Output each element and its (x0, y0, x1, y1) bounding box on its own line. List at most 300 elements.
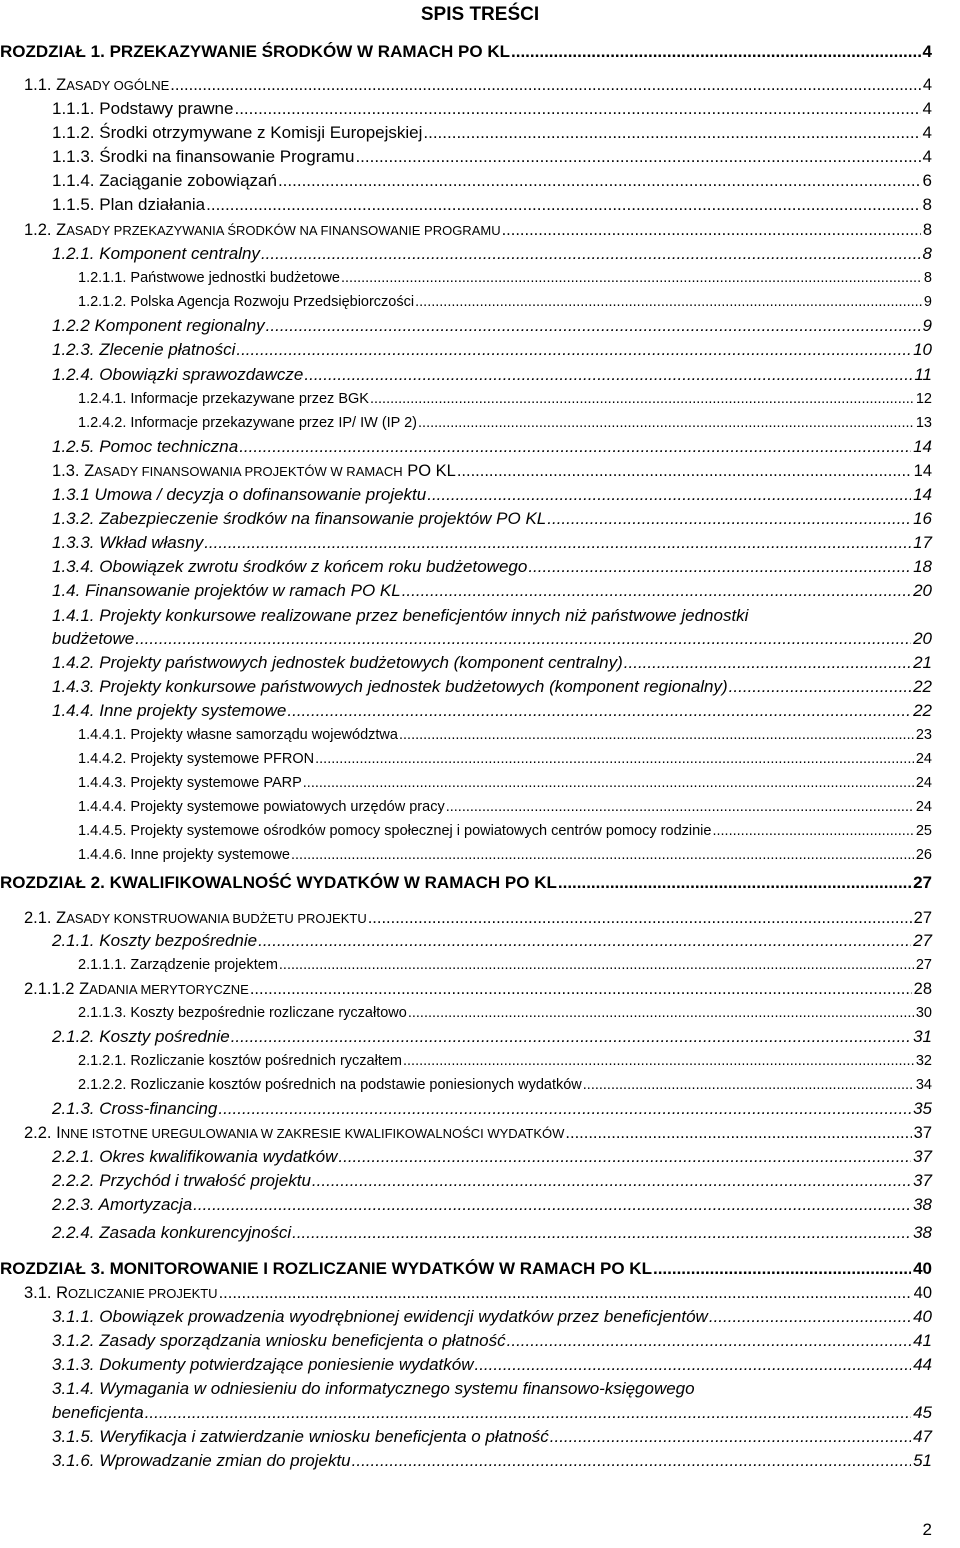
toc-entry[interactable] (0, 843, 960, 867)
toc-entry-number: 2.2. (24, 1124, 52, 1142)
toc-entry-text: Plan działania (99, 195, 206, 214)
toc-entry[interactable] (0, 675, 960, 699)
toc-leader-dots (423, 121, 920, 145)
toc-page-number: 31 (913, 1027, 932, 1046)
toc-line (78, 266, 932, 290)
toc-leader-dots (653, 1257, 911, 1281)
toc-entry-text: Inne projekty systemowe (99, 701, 287, 720)
toc-entry-number: ROZDZIAŁ 3. (0, 1259, 105, 1278)
page-number: 2 (922, 1520, 932, 1539)
toc-entry[interactable] (0, 314, 960, 338)
toc-line (52, 1449, 932, 1473)
toc-entry-text: Wprowadzanie zmian do projektu (99, 1451, 351, 1470)
toc-line (52, 97, 932, 121)
toc-entry-number: 1.4.4. (52, 701, 95, 720)
toc-line (52, 1169, 932, 1193)
toc-entry-smallcaps: ASADY OGÓLNE (66, 78, 170, 93)
toc-entry[interactable] (0, 411, 960, 435)
toc-entry-title (24, 218, 501, 243)
toc-entry-title (52, 1425, 549, 1449)
toc-entry-title (78, 387, 369, 411)
toc-page-number: 17 (913, 533, 932, 552)
toc-entry-number: 1.2.1.1. (78, 270, 127, 286)
toc-page-number: 35 (913, 1099, 932, 1118)
toc-entry-number: 1.3.3. (52, 533, 95, 552)
toc-page-number: 27 (915, 957, 932, 973)
toc-leader-dots (511, 40, 921, 64)
toc-entry-title (52, 555, 527, 579)
toc-leader-dots (624, 651, 911, 675)
toc-entry-number: 2.1.2.2. (78, 1077, 127, 1093)
toc-page-number: 12 (915, 391, 932, 407)
toc-entry-number: 2.2.3. (52, 1195, 95, 1214)
toc-entry[interactable] (0, 73, 960, 97)
toc-entry[interactable] (0, 1025, 960, 1049)
toc-line (78, 1001, 932, 1025)
toc-entry-number: 1.1. (24, 76, 52, 94)
toc-page-number: 22 (913, 677, 932, 696)
toc-entry[interactable] (0, 145, 960, 169)
toc-line (52, 651, 932, 675)
toc-entry-number: 1.2.3. (52, 340, 95, 359)
toc-entry-text: Informacje przekazywane przez BGK (130, 391, 369, 407)
toc-page-number: 21 (913, 653, 932, 672)
toc-page-number: 44 (913, 1355, 932, 1374)
toc-page-number: 16 (913, 509, 932, 528)
toc-entry-title (52, 1221, 291, 1245)
toc-leader-dots (583, 1073, 914, 1097)
toc-entry-number: 1.1.5. (52, 195, 95, 214)
toc-page-number: 32 (915, 1053, 932, 1069)
toc-page-number: 4 (922, 147, 932, 166)
toc-entry-text: Projekty systemowe PFRON (130, 751, 315, 767)
toc-entry[interactable] (0, 531, 960, 555)
toc-leader-dots (279, 953, 914, 977)
toc-page-number: 10 (913, 340, 932, 359)
toc-page-number: 24 (915, 775, 932, 791)
toc-entry[interactable] (0, 747, 960, 771)
toc-leader-dots (261, 242, 921, 266)
toc-entry-number: 1.4.4.6. (78, 847, 127, 863)
toc-leader-dots (565, 1121, 911, 1145)
toc-entry-text: Projekty systemowe powiatowych urzędów pracy (130, 799, 445, 815)
toc-entry-continuation: budżetowe (52, 629, 135, 648)
toc-leader-dots (287, 699, 911, 723)
toc-entry-title (52, 507, 546, 531)
toc-entry[interactable] (0, 1329, 960, 1353)
toc-entry-title (52, 1379, 695, 1398)
toc-leader-dots (446, 795, 914, 819)
toc-entry-title (52, 531, 203, 555)
toc-leader-dots (550, 1425, 911, 1449)
toc-entry[interactable] (0, 1377, 960, 1422)
toc-entry-text: Zaciąganie zobowiązań (99, 171, 277, 190)
toc-entry-number: 1.4.4.5. (78, 823, 127, 839)
toc-entry-text: Projekty systemowe PARP (130, 775, 302, 791)
toc-entry[interactable] (0, 1169, 960, 1193)
toc-line (78, 290, 932, 314)
toc-entry-text: Koszty bezpośrednie (99, 931, 258, 950)
toc-leader-dots (403, 1049, 914, 1073)
toc-entry-title (52, 579, 401, 603)
toc-entry-smallcaps: OZLICZANIE PROJEKTU (68, 1286, 218, 1301)
toc-line (78, 1049, 932, 1073)
toc-page-number: 4 (922, 76, 932, 94)
toc-entry-title (78, 290, 414, 314)
toc-entry-text: Środki na finansowanie Programu (99, 147, 355, 166)
toc-line (52, 435, 932, 459)
toc-entry-text: Amortyzacja (98, 1195, 193, 1214)
toc-leader-dots (368, 906, 912, 930)
toc-entry-number: 1.4.4.2. (78, 751, 127, 767)
toc-entry-smallcaps: ASADY KONSTRUOWANIA BUDŻETU PROJEKTU (66, 911, 367, 926)
toc-entry[interactable] (0, 1073, 960, 1097)
toc-entry-text: Komponent centralny (99, 244, 260, 263)
toc-entry-number: 3.1. (24, 1284, 52, 1302)
toc-page-number: 26 (915, 847, 932, 863)
toc-entry-title (52, 1025, 230, 1049)
toc-entry-text: Zabezpieczenie środków na finansowanie projektów PO KL (99, 509, 547, 528)
toc-entry-number: 1.2.5. (52, 437, 95, 456)
toc-page-number: 18 (913, 557, 932, 576)
toc-line (0, 40, 932, 64)
toc-entry[interactable] (0, 1145, 960, 1169)
toc-entry-title (52, 1305, 708, 1329)
toc-leader-dots (204, 531, 911, 555)
toc-entry[interactable] (0, 1049, 960, 1073)
toc-line (78, 723, 932, 747)
toc-page-number: 4 (922, 42, 932, 61)
toc-entry-text: Obowiązek zwrotu środków z końcem roku budżetowego (99, 557, 528, 576)
toc-entry-text: Informacje przekazywane przez IP/ IW (IP 2) (130, 415, 418, 431)
toc-line (52, 579, 932, 603)
toc-leader-dots (528, 555, 911, 579)
toc-entry-text: Wkład własny (99, 533, 204, 552)
toc-entry[interactable] (0, 218, 960, 242)
toc-entry-title (78, 953, 278, 977)
toc-entry-text: Umowa / decyzja o dofinansowanie projektu (94, 485, 427, 504)
toc-leader-dots (315, 747, 914, 771)
toc-entry-title (52, 193, 205, 217)
toc-leader-dots (457, 459, 912, 483)
toc-entry-text: Komponent regionalny (94, 316, 265, 335)
toc-chapter[interactable] (0, 871, 960, 895)
toc-leader-dots (399, 723, 914, 747)
toc-entry-title (52, 651, 623, 675)
toc-leader-dots (729, 675, 911, 699)
toc-entry[interactable] (0, 651, 960, 675)
toc-entry[interactable] (0, 459, 960, 483)
toc-entry-initial: Z (56, 76, 67, 94)
toc-entry-number: 3.1.3. (52, 1355, 95, 1374)
toc-entry[interactable] (0, 507, 960, 531)
toc-entry-text: Zasady sporządzania wniosku beneficjenta o płatność (99, 1331, 506, 1350)
toc-entry[interactable] (0, 1097, 960, 1121)
toc-leader-dots (352, 1449, 911, 1473)
toc-entry-number: 2.1.1. (52, 931, 95, 950)
toc-line (52, 627, 932, 651)
toc-entry-number: 2.1.2. (52, 1027, 95, 1046)
toc-leader-dots (402, 579, 911, 603)
toc-line (52, 1425, 932, 1449)
toc-entry-number: 1.2. (24, 221, 52, 239)
toc-entry[interactable] (0, 97, 960, 121)
toc-leader-dots (278, 169, 921, 193)
toc-line (52, 1193, 932, 1217)
toc-entry-title (78, 411, 417, 435)
toc-chapter[interactable] (0, 1257, 960, 1281)
toc-entry-text: Koszty bezpośrednie rozliczane ryczałtowo (130, 1005, 407, 1021)
toc-entry-title (52, 1193, 192, 1217)
toc-line (52, 1329, 932, 1353)
toc-page-number: 37 (913, 1147, 932, 1166)
toc-entry-text: Obowiązek prowadzenia wyodrębnionej ewidencji wydatków przez beneficjentów (99, 1307, 708, 1326)
toc-page-number: 40 (913, 1307, 932, 1326)
toc-entry-text: MONITOROWANIE I ROZLICZANIE WYDATKÓW W RAMACH PO KL (109, 1259, 652, 1278)
toc-page-number: 30 (915, 1005, 932, 1021)
toc-entry-number: 3.1.4. (52, 1379, 95, 1398)
toc-entry[interactable] (0, 1193, 960, 1217)
toc-entry[interactable] (0, 193, 960, 217)
toc-entry-title (78, 266, 340, 290)
toc-entry[interactable] (0, 795, 960, 819)
toc-entry-number: 1.1.3. (52, 147, 95, 166)
toc-line (0, 871, 932, 895)
toc-leader-dots (427, 483, 911, 507)
toc-entry-text: Projekty konkursowe państwowych jednostek budżetowych (komponent regionalny) (99, 677, 728, 696)
toc-leader-dots (291, 843, 914, 867)
toc-entry[interactable] (0, 338, 960, 362)
toc-entry-title (52, 314, 265, 338)
toc-entry-title (52, 1449, 351, 1473)
toc-page-number: 40 (913, 1284, 932, 1302)
toc-line (78, 387, 932, 411)
toc-entry[interactable] (0, 1449, 960, 1473)
toc-line (52, 338, 932, 362)
toc-entry-number: 1.3. (52, 462, 80, 480)
toc-leader-dots (231, 1025, 911, 1049)
toc-entry-title (52, 606, 748, 625)
toc-entry[interactable] (0, 699, 960, 723)
toc-entry-title (52, 1169, 311, 1193)
toc-entry-smallcaps: NNE ISTOTNE UREGULOWANIA W ZAKRESIE KWALIFIKOWALNOŚCI WYDATKÓW (60, 1126, 565, 1141)
toc-entry-title (0, 40, 510, 64)
toc-line (52, 1145, 932, 1169)
toc-line (52, 121, 932, 145)
toc-line (52, 459, 932, 484)
toc-page-number: 38 (913, 1195, 932, 1214)
toc-entry-text: Podstawy prawne (99, 99, 234, 118)
toc-entry-title (78, 819, 711, 843)
toc-leader-dots (341, 266, 922, 290)
toc-leader-dots (558, 871, 911, 895)
toc-entry-smallcaps: ASADY FINANSOWANIA PROJEKTÓW W RAMACH (94, 464, 403, 479)
toc-entry[interactable] (0, 387, 960, 411)
toc-entry-number: 1.2.1.2. (78, 294, 127, 310)
toc-entry[interactable] (0, 723, 960, 747)
toc-entry-text: Weryfikacja i zatwierdzanie wniosku beneficjenta o płatność (99, 1427, 549, 1446)
toc-entry[interactable] (0, 1001, 960, 1025)
toc-entry-title (78, 795, 445, 819)
toc-entry-initial: R (56, 1284, 69, 1302)
toc-entry[interactable] (0, 1121, 960, 1145)
toc-entry-number: 1.4.1. (52, 606, 95, 625)
toc-entry[interactable] (0, 290, 960, 314)
toc-entry-title (52, 1353, 473, 1377)
toc-entry[interactable] (0, 121, 960, 145)
toc-entry-text: Zlecenie płatności (99, 340, 236, 359)
toc-entry-title (78, 723, 398, 747)
toc-entry-title (52, 675, 728, 699)
toc-entry[interactable] (0, 604, 960, 648)
toc-entry-number: 2.1.1.2 (24, 980, 75, 998)
toc-entry-title (52, 1145, 337, 1169)
toc-entry-title (52, 97, 233, 121)
toc-leader-dots (355, 145, 920, 169)
toc-entry-initial: Z (56, 909, 67, 927)
toc-leader-dots (170, 73, 921, 97)
toc-entry-suffix: PO KL (402, 462, 456, 480)
toc-page-number: 8 (922, 195, 932, 214)
toc-entry-text: Koszty pośrednie (99, 1027, 230, 1046)
toc-entry-number: 1.1.2. (52, 123, 95, 142)
toc-line (78, 411, 932, 435)
toc-page-number: 24 (915, 799, 932, 815)
toc-leader-dots (370, 387, 914, 411)
toc-page-number: 38 (913, 1223, 932, 1242)
toc-line (52, 145, 932, 169)
toc-entry[interactable] (0, 906, 960, 930)
toc-leader-dots (303, 771, 914, 795)
toc-entry-continuation: beneficjenta (52, 1403, 144, 1422)
toc-entry-title (0, 871, 557, 895)
toc-entry[interactable] (0, 555, 960, 579)
toc-line (24, 977, 932, 1002)
toc-line (52, 507, 932, 531)
toc-entry-smallcaps: ADANIA MERYTORYCZNE (89, 982, 249, 997)
toc-entry-title (0, 1257, 652, 1281)
toc-entry[interactable] (0, 771, 960, 795)
toc-entry-text: Projekty konkursowe realizowane przez beneficjentów innych niż państwowe jednostki (99, 606, 749, 625)
toc-entry[interactable] (0, 435, 960, 459)
toc-entry-title (52, 363, 303, 387)
toc-page-number: 9 (923, 294, 932, 310)
toc-line (78, 747, 932, 771)
toc-chapter[interactable] (0, 40, 960, 64)
toc-page-number: 8 (923, 270, 932, 286)
toc-entry-title (52, 121, 422, 145)
toc-entry[interactable] (0, 1305, 960, 1329)
toc-entry-number: ROZDZIAŁ 2. (0, 873, 105, 892)
toc-entry-number: 2.1.2.1. (78, 1053, 127, 1069)
toc-leader-dots (266, 314, 921, 338)
toc-entry-text: Inne projekty systemowe (130, 847, 290, 863)
toc-entry-number: 1.4. (52, 581, 81, 600)
toc-page-number: 14 (913, 462, 932, 480)
toc-line (24, 1281, 932, 1306)
toc-leader-dots (234, 97, 920, 121)
toc-entry[interactable] (0, 819, 960, 843)
toc-entry[interactable] (0, 242, 960, 266)
toc-page-number: 8 (922, 244, 932, 263)
toc-entry-text: Rozliczanie kosztów pośrednich na podstawie poniesionych wydatków (130, 1077, 582, 1093)
toc-entry[interactable] (0, 1221, 960, 1245)
toc-line (52, 675, 932, 699)
toc-page-number: 14 (913, 437, 932, 456)
toc-entry[interactable] (0, 977, 960, 1001)
toc-entry[interactable] (0, 266, 960, 290)
toc-entry-number: 2.1.1.3. (78, 1005, 127, 1021)
toc-page-number: 24 (915, 751, 932, 767)
toc-entry-title (52, 929, 257, 953)
toc-page-number: 40 (913, 1259, 932, 1278)
toc-leader-dots (502, 218, 921, 242)
toc-line (52, 531, 932, 555)
toc-line (52, 929, 932, 953)
toc-page-number: 14 (913, 485, 932, 504)
toc-line (78, 953, 932, 977)
toc-entry-text: Zarządzenie projektem (130, 957, 278, 973)
toc-line (24, 1121, 932, 1146)
toc-leader-dots (145, 1401, 911, 1425)
toc-page-number: 11 (914, 365, 932, 384)
toc-entry-number: ROZDZIAŁ 1. (0, 42, 105, 61)
toc-leader-dots (507, 1329, 911, 1353)
toc-entry[interactable] (0, 483, 960, 507)
toc-line (24, 218, 932, 243)
toc-entry-title (24, 1121, 564, 1146)
toc-page-number: 45 (913, 1403, 932, 1422)
toc-entry-number: 3.1.6. (52, 1451, 95, 1470)
toc-entry[interactable] (0, 1281, 960, 1305)
toc-page-number: 22 (913, 701, 932, 720)
toc-entry-title (78, 1049, 402, 1073)
toc-line (52, 1401, 932, 1425)
toc-entry[interactable] (0, 363, 960, 387)
toc-line (0, 1257, 932, 1281)
toc-entry[interactable] (0, 1425, 960, 1449)
toc-entry[interactable] (0, 579, 960, 603)
toc-line (52, 1377, 695, 1401)
toc-entry[interactable] (0, 1353, 960, 1377)
toc-entry[interactable] (0, 169, 960, 193)
toc-entry-number: 1.2.4.1. (78, 391, 127, 407)
toc-page-number: 23 (915, 727, 932, 743)
toc-line (78, 1073, 932, 1097)
toc-entry-text: Projekty państwowych jednostek budżetowych (komponent centralny) (99, 653, 623, 672)
toc-leader-dots (292, 1221, 911, 1245)
toc-page-number: 25 (915, 823, 932, 839)
toc-entry-number: 1.3.1 (52, 485, 90, 504)
toc-entry-initial: Z (79, 980, 90, 998)
toc-leader-dots (712, 819, 913, 843)
toc-line (52, 193, 932, 217)
toc-entry[interactable] (0, 953, 960, 977)
toc-page-number: 9 (922, 316, 932, 335)
toc-line (52, 1353, 932, 1377)
toc-leader-dots (206, 193, 920, 217)
toc-entry[interactable] (0, 929, 960, 953)
toc-entry-number: 1.4.4.1. (78, 727, 127, 743)
toc-line (52, 699, 932, 723)
toc-line (24, 906, 932, 931)
toc-entry-text: Rozliczanie kosztów pośrednich ryczałtem (130, 1053, 402, 1069)
toc-entry-initial: Z (84, 462, 95, 480)
toc-entry-title (78, 843, 290, 867)
toc-page-number: 27 (913, 873, 932, 892)
toc-leader-dots (474, 1353, 911, 1377)
toc-page-number: 20 (913, 629, 932, 648)
